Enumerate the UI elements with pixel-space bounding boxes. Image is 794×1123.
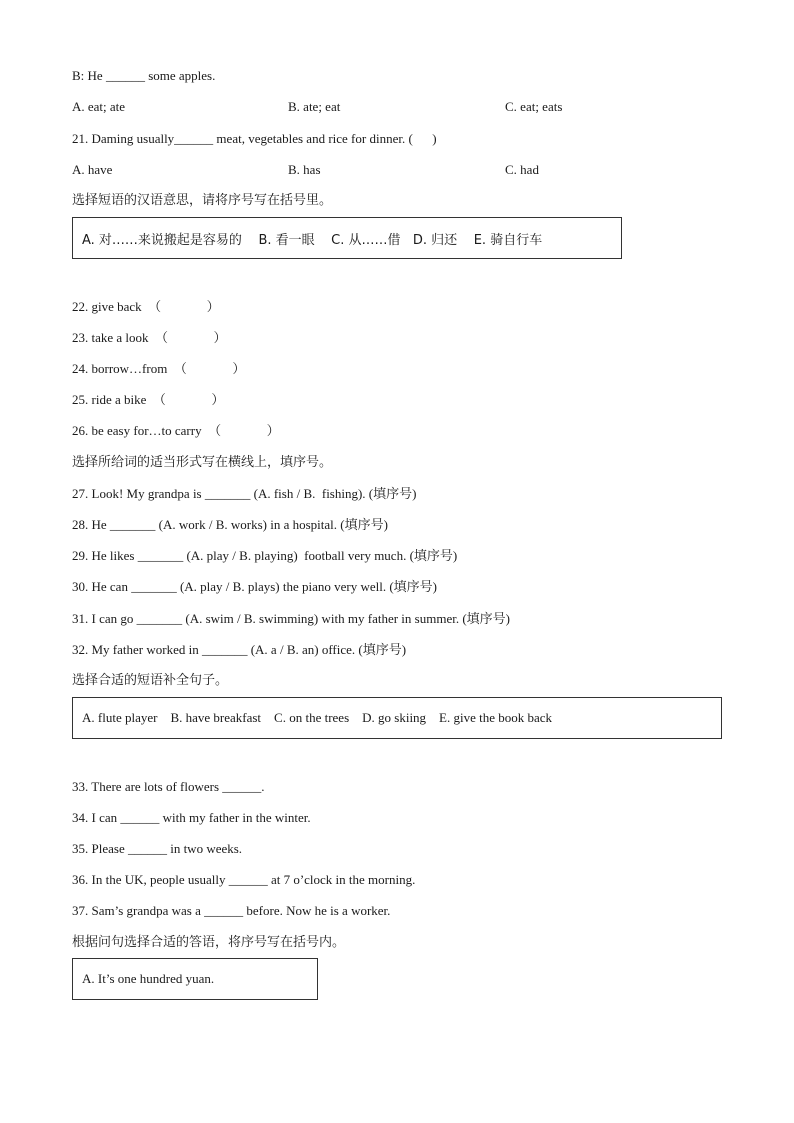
question-36: 36. In the UK, people usually ______ at 7 o’clock in the morning. xyxy=(72,872,416,887)
question-21-option-c: C. had xyxy=(505,162,539,177)
question-21-option-a: A. have xyxy=(72,162,113,177)
question-34: 34. I can ______ with my father in the winter. xyxy=(72,810,311,825)
question-20-stem: B: He ______ some apples. xyxy=(72,68,216,83)
question-22: 22. give back （ ） xyxy=(72,299,220,314)
question-20-option-b: B. ate; eat xyxy=(288,99,341,114)
question-20-option-c: C. eat; eats xyxy=(505,99,563,114)
question-24: 24. borrow…from （ ） xyxy=(72,361,246,376)
section-3-options-box: A. flute player B. have breakfast C. on the trees D. go skiing E. give the book back xyxy=(72,697,722,739)
section-1-options-box: A. 对……来说搬起是容易的 B. 看一眼 C. 从……借 D. 归还 E. 骑自行车 xyxy=(72,217,622,259)
question-21-stem: 21. Daming usually______ meat, vegetables and rice for dinner. ( ) xyxy=(72,131,437,146)
question-27: 27. Look! My grandpa is _______ (A. fish / B. fishing). (填序号) xyxy=(72,486,417,501)
question-26: 26. be easy for…to carry （ ） xyxy=(72,423,280,438)
question-37: 37. Sam’s grandpa was a ______ before. Now he is a worker. xyxy=(72,903,391,918)
question-29: 29. He likes _______ (A. play / B. playing) football very much. (填序号) xyxy=(72,548,458,563)
question-33: 33. There are lots of flowers ______. xyxy=(72,779,265,794)
question-30: 30. He can _______ (A. play / B. plays) the piano very well. (填序号) xyxy=(72,579,438,594)
section-2-heading: 选择所给词的适当形式写在横线上，填序号。 xyxy=(72,455,333,470)
question-23: 23. take a look （ ） xyxy=(72,330,227,345)
section-1-heading: 选择短语的汉语意思，请将序号写在括号里。 xyxy=(72,193,333,208)
section-3-heading: 选择合适的短语补全句子。 xyxy=(72,673,229,688)
section-4-options-box: A. It’s one hundred yuan. xyxy=(72,958,318,1000)
question-25: 25. ride a bike （ ） xyxy=(72,392,225,407)
question-20-option-a: A. eat; ate xyxy=(72,99,126,114)
section-4-heading: 根据问句选择合适的答语，将序号写在括号内。 xyxy=(72,935,346,950)
question-32: 32. My father worked in _______ (A. a / B. an) office. (填序号) xyxy=(72,642,407,657)
question-21-option-b: B. has xyxy=(288,162,321,177)
question-35: 35. Please ______ in two weeks. xyxy=(72,841,243,856)
question-28: 28. He _______ (A. work / B. works) in a hospital. (填序号) xyxy=(72,517,388,532)
question-31: 31. I can go _______ (A. swim / B. swimming) with my father in summer. (填序号) xyxy=(72,611,510,626)
